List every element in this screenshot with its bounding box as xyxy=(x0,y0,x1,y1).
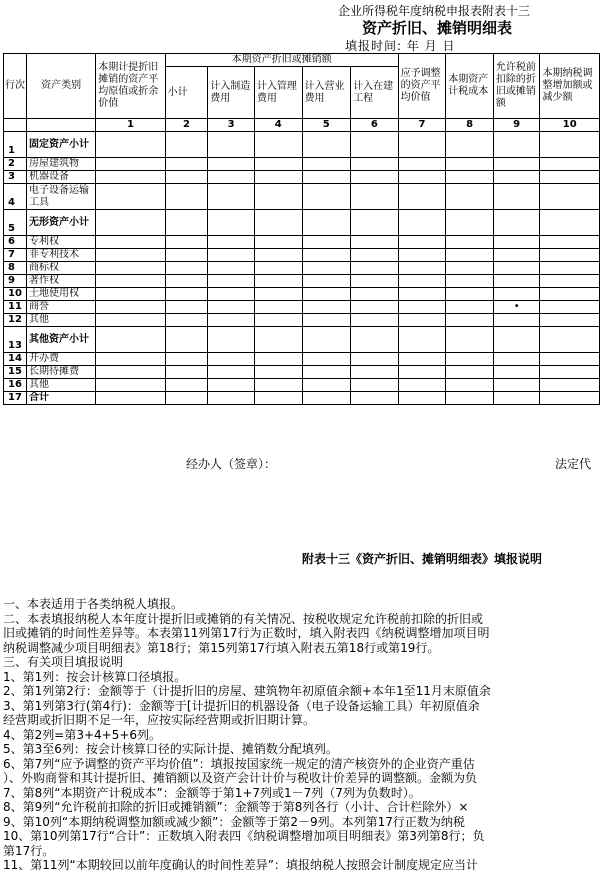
value-cell[interactable] xyxy=(208,236,255,249)
value-cell[interactable] xyxy=(446,132,494,158)
value-cell[interactable] xyxy=(398,288,446,301)
value-cell[interactable] xyxy=(96,249,165,262)
value-cell[interactable] xyxy=(351,314,399,327)
note-line: 3、第1列第3行(第4行)：金额等于[计提折旧的机器设备（电子设备运输工具）年初原值余 xyxy=(3,698,480,713)
col-number: 6 xyxy=(351,119,399,132)
value-cell[interactable] xyxy=(446,379,494,392)
note-line: 旧或摊销的时间性差异等。本表第11列第17行为正数时，填入附表四《纳税调整增加项目明 xyxy=(3,626,490,640)
value-cell[interactable] xyxy=(351,288,399,301)
page-title: 资产折旧、摊销明细表 xyxy=(362,19,513,37)
col-number: 3 xyxy=(208,119,255,132)
value-cell[interactable] xyxy=(96,158,165,171)
value-cell[interactable] xyxy=(165,379,208,392)
value-cell[interactable] xyxy=(493,314,540,327)
value-cell[interactable]: • xyxy=(493,301,540,314)
note-line: 11、第11列“本期较回以前年度确认的时间性差异”：填报纳税人按照会计制度规定应当计 xyxy=(3,858,478,872)
value-cell[interactable] xyxy=(208,210,255,236)
value-cell[interactable] xyxy=(208,275,255,288)
value-cell[interactable] xyxy=(254,262,302,275)
value-cell[interactable] xyxy=(165,171,208,184)
note-line: 三、有关项目填报说明 xyxy=(3,655,124,669)
value-cell[interactable] xyxy=(351,132,399,158)
value-cell[interactable] xyxy=(302,353,351,366)
value-cell[interactable] xyxy=(208,171,255,184)
value-cell[interactable] xyxy=(540,249,600,262)
row-number: 5 xyxy=(4,210,27,236)
value-cell[interactable] xyxy=(165,158,208,171)
form-subtitle: 企业所得税年度纳税申报表附表十三 xyxy=(338,4,531,18)
value-cell[interactable] xyxy=(540,210,600,236)
value-cell[interactable] xyxy=(208,249,255,262)
value-cell[interactable] xyxy=(540,275,600,288)
row-number: 3 xyxy=(4,171,27,184)
table-row xyxy=(4,314,600,327)
value-cell[interactable] xyxy=(165,249,208,262)
value-cell[interactable] xyxy=(302,327,351,353)
value-cell[interactable] xyxy=(165,275,208,288)
note-line: 10、第10列第17行“合计”：正数填入附表四《纳税调整增加项目明细表》第3列第8行；负 xyxy=(3,829,485,843)
value-cell[interactable] xyxy=(302,210,351,236)
table-row xyxy=(4,327,600,353)
row-number: 16 xyxy=(4,379,27,392)
table-row xyxy=(4,275,600,288)
value-cell[interactable] xyxy=(254,171,302,184)
value-cell[interactable] xyxy=(351,379,399,392)
value-cell[interactable] xyxy=(254,366,302,379)
value-cell[interactable] xyxy=(540,262,600,275)
value-cell[interactable] xyxy=(351,249,399,262)
value-cell[interactable] xyxy=(398,210,446,236)
value-cell[interactable] xyxy=(208,327,255,353)
value-cell[interactable] xyxy=(351,366,399,379)
row-number: 17 xyxy=(4,392,27,405)
value-cell[interactable] xyxy=(165,301,208,314)
value-cell[interactable] xyxy=(302,171,351,184)
value-cell[interactable] xyxy=(540,171,600,184)
value-cell[interactable] xyxy=(351,236,399,249)
table-row xyxy=(4,158,600,171)
value-cell[interactable] xyxy=(165,327,208,353)
value-cell[interactable] xyxy=(446,275,494,288)
header-subtotal: 小计 xyxy=(165,67,208,119)
value-cell[interactable] xyxy=(351,210,399,236)
table-row xyxy=(4,132,600,158)
value-cell[interactable] xyxy=(540,236,600,249)
col-number: 2 xyxy=(165,119,208,132)
value-cell[interactable] xyxy=(254,184,302,210)
table-row xyxy=(4,171,600,184)
value-cell[interactable] xyxy=(254,392,302,405)
row-number: 7 xyxy=(4,249,27,262)
notes-title: 附表十三《资产折旧、摊销明细表》填报说明 xyxy=(302,552,543,566)
value-cell[interactable] xyxy=(254,288,302,301)
value-cell[interactable] xyxy=(208,288,255,301)
value-cell[interactable] xyxy=(398,379,446,392)
value-cell[interactable] xyxy=(398,262,446,275)
asset-category: 开办费 xyxy=(26,353,95,366)
value-cell[interactable] xyxy=(493,249,540,262)
col-number: 8 xyxy=(446,119,494,132)
value-cell[interactable] xyxy=(165,210,208,236)
header-col7: 应予调整的资产平均价值 xyxy=(398,54,446,119)
value-cell[interactable] xyxy=(302,288,351,301)
value-cell[interactable] xyxy=(254,158,302,171)
header-management: 计入管理费用 xyxy=(254,67,302,119)
note-line: 二、本表填报纳税人本年度计提折旧或摊销的有关情况、按税收规定允许税前扣除的折旧或 xyxy=(3,611,484,626)
table-row xyxy=(4,262,600,275)
value-cell[interactable] xyxy=(398,301,446,314)
col-number: 9 xyxy=(493,119,540,132)
value-cell[interactable] xyxy=(96,327,165,353)
col-number: 7 xyxy=(398,119,446,132)
value-cell[interactable] xyxy=(302,301,351,314)
signer-label: 经办人（签章）： xyxy=(186,457,277,471)
value-cell[interactable] xyxy=(208,262,255,275)
value-cell[interactable] xyxy=(165,262,208,275)
value-cell[interactable] xyxy=(540,158,600,171)
value-cell[interactable] xyxy=(165,392,208,405)
value-cell[interactable] xyxy=(96,288,165,301)
value-cell[interactable] xyxy=(398,275,446,288)
table-row xyxy=(4,288,600,301)
value-cell[interactable] xyxy=(493,353,540,366)
value-cell[interactable] xyxy=(96,301,165,314)
table-row xyxy=(4,353,600,366)
asset-category: 合计 xyxy=(26,392,95,405)
value-cell[interactable] xyxy=(493,171,540,184)
asset-category: 商标权 xyxy=(26,262,95,275)
value-cell[interactable] xyxy=(446,327,494,353)
header-category: 资产类别 xyxy=(26,54,95,119)
value-cell[interactable] xyxy=(398,158,446,171)
value-cell[interactable] xyxy=(254,301,302,314)
header-row-no: 行次 xyxy=(4,54,27,119)
value-cell[interactable] xyxy=(446,171,494,184)
value-cell[interactable] xyxy=(302,314,351,327)
value-cell[interactable] xyxy=(446,184,494,210)
value-cell[interactable] xyxy=(398,327,446,353)
value-cell[interactable] xyxy=(302,379,351,392)
value-cell[interactable] xyxy=(446,288,494,301)
row-number: 2 xyxy=(4,158,27,171)
asset-category: 土地使用权 xyxy=(26,288,95,301)
instructions-section xyxy=(3,597,600,873)
value-cell[interactable] xyxy=(208,392,255,405)
value-cell[interactable] xyxy=(493,366,540,379)
value-cell[interactable] xyxy=(96,314,165,327)
value-cell[interactable] xyxy=(165,353,208,366)
header-col10: 本期纳税调整增加额或减少额 xyxy=(540,54,600,119)
value-cell[interactable] xyxy=(540,366,600,379)
value-cell[interactable] xyxy=(254,132,302,158)
value-cell[interactable] xyxy=(493,132,540,158)
value-cell[interactable] xyxy=(351,327,399,353)
value-cell[interactable] xyxy=(446,366,494,379)
value-cell[interactable] xyxy=(446,249,494,262)
row-number: 6 xyxy=(4,236,27,249)
note-line: 5、第3至6列：按会计核算口径的实际计提、摊销数分配填列。 xyxy=(3,742,338,756)
value-cell[interactable] xyxy=(302,392,351,405)
value-cell[interactable] xyxy=(302,366,351,379)
value-cell[interactable] xyxy=(493,184,540,210)
value-cell[interactable] xyxy=(208,184,255,210)
value-cell[interactable] xyxy=(254,236,302,249)
row-number: 12 xyxy=(4,314,27,327)
value-cell[interactable] xyxy=(208,132,255,158)
value-cell[interactable] xyxy=(540,184,600,210)
value-cell[interactable] xyxy=(254,379,302,392)
value-cell[interactable] xyxy=(493,392,540,405)
table-row xyxy=(4,301,600,314)
value-cell[interactable] xyxy=(398,314,446,327)
value-cell[interactable] xyxy=(351,184,399,210)
value-cell[interactable] xyxy=(208,379,255,392)
note-line: 2、第1列第2行：金额等于（计提折旧的房屋、建筑物年初原值余额+本年1至11月末原值余 xyxy=(3,684,491,698)
value-cell[interactable] xyxy=(398,171,446,184)
value-cell[interactable] xyxy=(96,184,165,210)
asset-category: 无形资产小计 xyxy=(26,210,95,236)
table-row xyxy=(4,379,600,392)
row-number: 8 xyxy=(4,262,27,275)
header-col8: 本期资产计税成本 xyxy=(446,54,494,119)
value-cell[interactable] xyxy=(493,236,540,249)
depreciation-table xyxy=(3,53,600,405)
value-cell[interactable] xyxy=(96,171,165,184)
value-cell[interactable] xyxy=(493,379,540,392)
value-cell[interactable] xyxy=(398,132,446,158)
note-line: 6、第7列“应予调整的资产平均价值”：填报按国家统一规定的清产核资外的企业资产重估 xyxy=(3,756,475,771)
value-cell[interactable] xyxy=(398,184,446,210)
asset-category: 商誉 xyxy=(26,301,95,314)
value-cell[interactable] xyxy=(351,262,399,275)
value-cell[interactable] xyxy=(493,275,540,288)
value-cell[interactable] xyxy=(165,288,208,301)
value-cell[interactable] xyxy=(540,314,600,327)
note-line: ）、外购商誉和其计提折旧、摊销额以及资产会计计价与税收计价差异的调整额。金额为负 xyxy=(3,771,478,785)
value-cell[interactable] xyxy=(165,314,208,327)
value-cell[interactable] xyxy=(302,236,351,249)
value-cell[interactable] xyxy=(398,392,446,405)
value-cell[interactable] xyxy=(96,353,165,366)
col-number: 1 xyxy=(96,119,165,132)
value-cell[interactable] xyxy=(96,210,165,236)
asset-category: 电子设备运输工具 xyxy=(26,184,95,210)
value-cell[interactable] xyxy=(165,132,208,158)
value-cell[interactable] xyxy=(398,249,446,262)
row-number: 15 xyxy=(4,366,27,379)
header-group: 本期资产折旧或摊销额 xyxy=(165,54,398,67)
value-cell[interactable] xyxy=(351,301,399,314)
col-number: 10 xyxy=(540,119,600,132)
asset-category: 长期待摊费 xyxy=(26,366,95,379)
value-cell[interactable] xyxy=(254,314,302,327)
row-number: 10 xyxy=(4,288,27,301)
value-cell[interactable] xyxy=(96,236,165,249)
value-cell[interactable] xyxy=(398,353,446,366)
col-number: 5 xyxy=(302,119,351,132)
value-cell[interactable] xyxy=(96,366,165,379)
value-cell[interactable] xyxy=(254,249,302,262)
value-cell[interactable] xyxy=(96,379,165,392)
note-line: 7、第8列“本期资产计税成本”：金额等于第1+7列或1－7列（7列为负数时）。 xyxy=(3,785,421,800)
value-cell[interactable] xyxy=(254,353,302,366)
value-cell[interactable] xyxy=(540,353,600,366)
value-cell[interactable] xyxy=(446,262,494,275)
note-line: 一、本表适用于各类纳税人填报。 xyxy=(3,597,184,611)
row-number: 14 xyxy=(4,353,27,366)
value-cell[interactable] xyxy=(398,236,446,249)
note-line: 4、第2列=第3+4+5+6列。 xyxy=(3,727,162,742)
row-number: 1 xyxy=(4,132,27,158)
asset-category: 其他资产小计 xyxy=(26,327,95,353)
note-line: 纳税调整减少项目明细表》第18行；第15列第17行填入附表五第18行或第19行。 xyxy=(3,640,440,655)
value-cell[interactable] xyxy=(540,379,600,392)
value-cell[interactable] xyxy=(208,301,255,314)
value-cell[interactable] xyxy=(96,262,165,275)
col-number: 4 xyxy=(254,119,302,132)
table-row xyxy=(4,184,600,210)
asset-category: 房屋建筑物 xyxy=(26,158,95,171)
header-construction: 计入在建工程 xyxy=(351,67,399,119)
value-cell[interactable] xyxy=(351,275,399,288)
note-line: 第17行。 xyxy=(3,843,55,858)
header-col1: 本期计提折旧摊销的资产平均原值或折余价值 xyxy=(96,54,165,119)
value-cell[interactable] xyxy=(302,158,351,171)
value-cell[interactable] xyxy=(302,132,351,158)
value-cell[interactable] xyxy=(96,392,165,405)
value-cell[interactable] xyxy=(254,327,302,353)
value-cell[interactable] xyxy=(446,392,494,405)
value-cell[interactable] xyxy=(493,262,540,275)
value-cell[interactable] xyxy=(398,366,446,379)
value-cell[interactable] xyxy=(96,275,165,288)
value-cell[interactable] xyxy=(540,288,600,301)
row-number: 13 xyxy=(4,327,27,353)
row-number: 11 xyxy=(4,301,27,314)
legal-rep-label: 法定代 xyxy=(555,457,592,471)
value-cell[interactable] xyxy=(165,366,208,379)
value-cell[interactable] xyxy=(208,353,255,366)
fill-time-label: 填报时间: 年 月 日 xyxy=(345,39,456,53)
value-cell[interactable] xyxy=(493,210,540,236)
value-cell[interactable] xyxy=(540,327,600,353)
value-cell[interactable] xyxy=(540,392,600,405)
value-cell[interactable] xyxy=(446,314,494,327)
value-cell[interactable] xyxy=(254,275,302,288)
table-row xyxy=(4,210,600,236)
header-operating: 计入营业费用 xyxy=(302,67,351,119)
asset-category: 其他 xyxy=(26,379,95,392)
value-cell[interactable] xyxy=(446,236,494,249)
asset-category: 专利权 xyxy=(26,236,95,249)
column-number-row xyxy=(4,119,600,132)
value-cell[interactable] xyxy=(165,184,208,210)
value-cell[interactable] xyxy=(96,132,165,158)
value-cell[interactable] xyxy=(165,236,208,249)
asset-category: 机器设备 xyxy=(26,171,95,184)
value-cell[interactable] xyxy=(302,184,351,210)
value-cell[interactable] xyxy=(351,353,399,366)
asset-category: 固定资产小计 xyxy=(26,132,95,158)
value-cell[interactable] xyxy=(446,210,494,236)
value-cell[interactable] xyxy=(351,171,399,184)
value-cell[interactable] xyxy=(446,353,494,366)
value-cell[interactable] xyxy=(446,158,494,171)
value-cell[interactable] xyxy=(208,158,255,171)
value-cell[interactable] xyxy=(446,301,494,314)
table-row xyxy=(4,366,600,379)
note-line: 9、第10列“本期纳税调整加额或减少额”：金额等于第2－9列。本列第17行正数为纳税 xyxy=(3,814,465,829)
value-cell[interactable] xyxy=(208,314,255,327)
value-cell[interactable] xyxy=(493,158,540,171)
value-cell[interactable] xyxy=(254,210,302,236)
value-cell[interactable] xyxy=(493,327,540,353)
value-cell[interactable] xyxy=(540,132,600,158)
note-line: 经营期或折旧期不足一年，应按实际经营期或折旧期计算。 xyxy=(3,713,316,727)
header-col9: 允许税前扣除的折旧或摊销额 xyxy=(493,54,540,119)
table-row xyxy=(4,236,600,249)
note-line: 8、第9列“允许税前扣除的折旧或摊销额”：金额等于第8列各行（小计、合计栏除外）× xyxy=(3,800,469,814)
value-cell[interactable] xyxy=(302,249,351,262)
value-cell[interactable] xyxy=(302,262,351,275)
row-number: 9 xyxy=(4,275,27,288)
table-row xyxy=(4,249,600,262)
value-cell[interactable] xyxy=(493,288,540,301)
table-row xyxy=(4,392,600,405)
value-cell[interactable] xyxy=(540,301,600,314)
value-cell[interactable] xyxy=(208,366,255,379)
value-cell[interactable] xyxy=(351,158,399,171)
note-line: 1、第1列：按会计核算口径填报。 xyxy=(3,669,187,684)
header-manufacturing: 计入制造费用 xyxy=(208,67,255,119)
value-cell[interactable] xyxy=(302,275,351,288)
asset-category: 非专利技术 xyxy=(26,249,95,262)
asset-category: 其他 xyxy=(26,314,95,327)
row-number: 4 xyxy=(4,184,27,210)
asset-category: 著作权 xyxy=(26,275,95,288)
value-cell[interactable] xyxy=(351,392,399,405)
